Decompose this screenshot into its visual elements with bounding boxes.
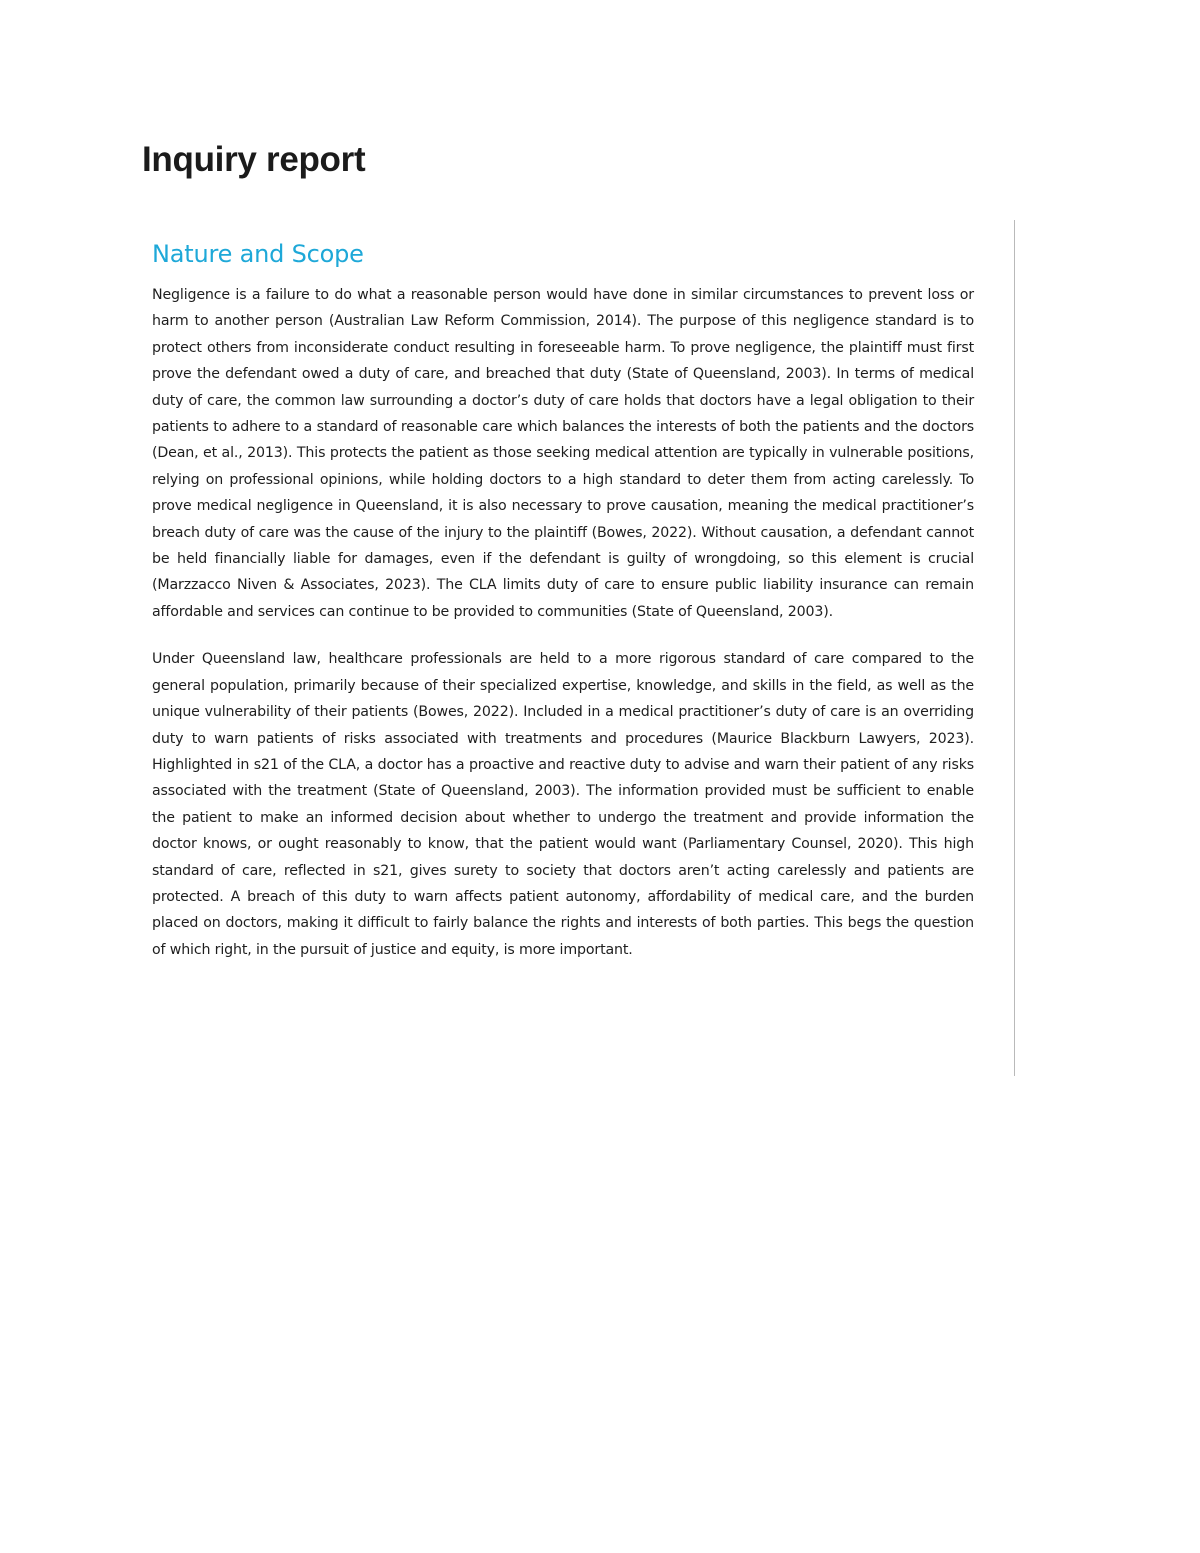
section-heading: Nature and Scope: [152, 240, 364, 268]
body-paragraph-1: Negligence is a failure to do what a reasonable person would have done in similar circumstances to prevent loss or harm to another person (Australian Law Reform Commission, 2014). The purpose of this negligence standard is to protect others from inconsiderate conduct resulting in foreseeable harm. To prove negligence, the plaintiff must first prove the defendant owed a duty of care, and breached that duty (State of Queensland, 2003). In terms of medical duty of care, the common law surrounding a doctor’s duty of care holds that doctors have a legal obligation to their patients to adhere to a standard of reasonable care which balances the interests of both the patients and the doctors (Dean, et al., 2013). This protects the patient as those seeking medical attention are typically in vulnerable positions, relying on professional opinions, while holding doctors to a high standard to deter them from acting carelessly. To prove medical negligence in Queensland, it is also necessary to prove causation, meaning the medical practitioner’s breach duty of care was the cause of the injury to the plaintiff (Bowes, 2022). Without causation, a defendant cannot be held financially liable for damages, even if the defendant is guilty of wrongdoing, so this element is crucial (Marzzacco Niven & Associates, 2023). The CLA limits duty of care to ensure public liability insurance can remain affordable and services can continue to be provided to communities (State of Queensland, 2003).: [152, 287, 974, 620]
vertical-margin-rule: [1014, 220, 1015, 1076]
body-paragraph-2: Under Queensland law, healthcare professionals are held to a more rigorous standard of care compared to the general population, primarily because of their specialized expertise, knowledge, and skills in the field, as well as the unique vulnerability of their patients (Bowes, 2022). Included in a medical practitioner’s duty of care is an overriding duty to warn patients of risks associated with treatments and procedures (Maurice Blackburn Lawyers, 2023). Highlighted in s21 of the CLA, a doctor has a proactive and reactive duty to advise and warn their patient of any risks associated with the treatment (State of Queensland, 2003). The information provided must be sufficient to enable the patient to make an informed decision about whether to undergo the treatment and provide information the doctor knows, or ought reasonably to know, that the patient would want (Parliamentary Counsel, 2020). This high standard of care, reflected in s21, gives surety to society that doctors aren’t acting carelessly and patients are protected. A breach of this duty to warn affects patient autonomy, affordability of medical care, and the burden placed on doctors, making it difficult to fairly balance the rights and interests of both parties. This begs the question of which right, in the pursuit of justice and equity, is more important.: [152, 651, 974, 958]
page-title: Inquiry report: [142, 140, 366, 179]
nature-and-scope-section: [152, 240, 974, 963]
